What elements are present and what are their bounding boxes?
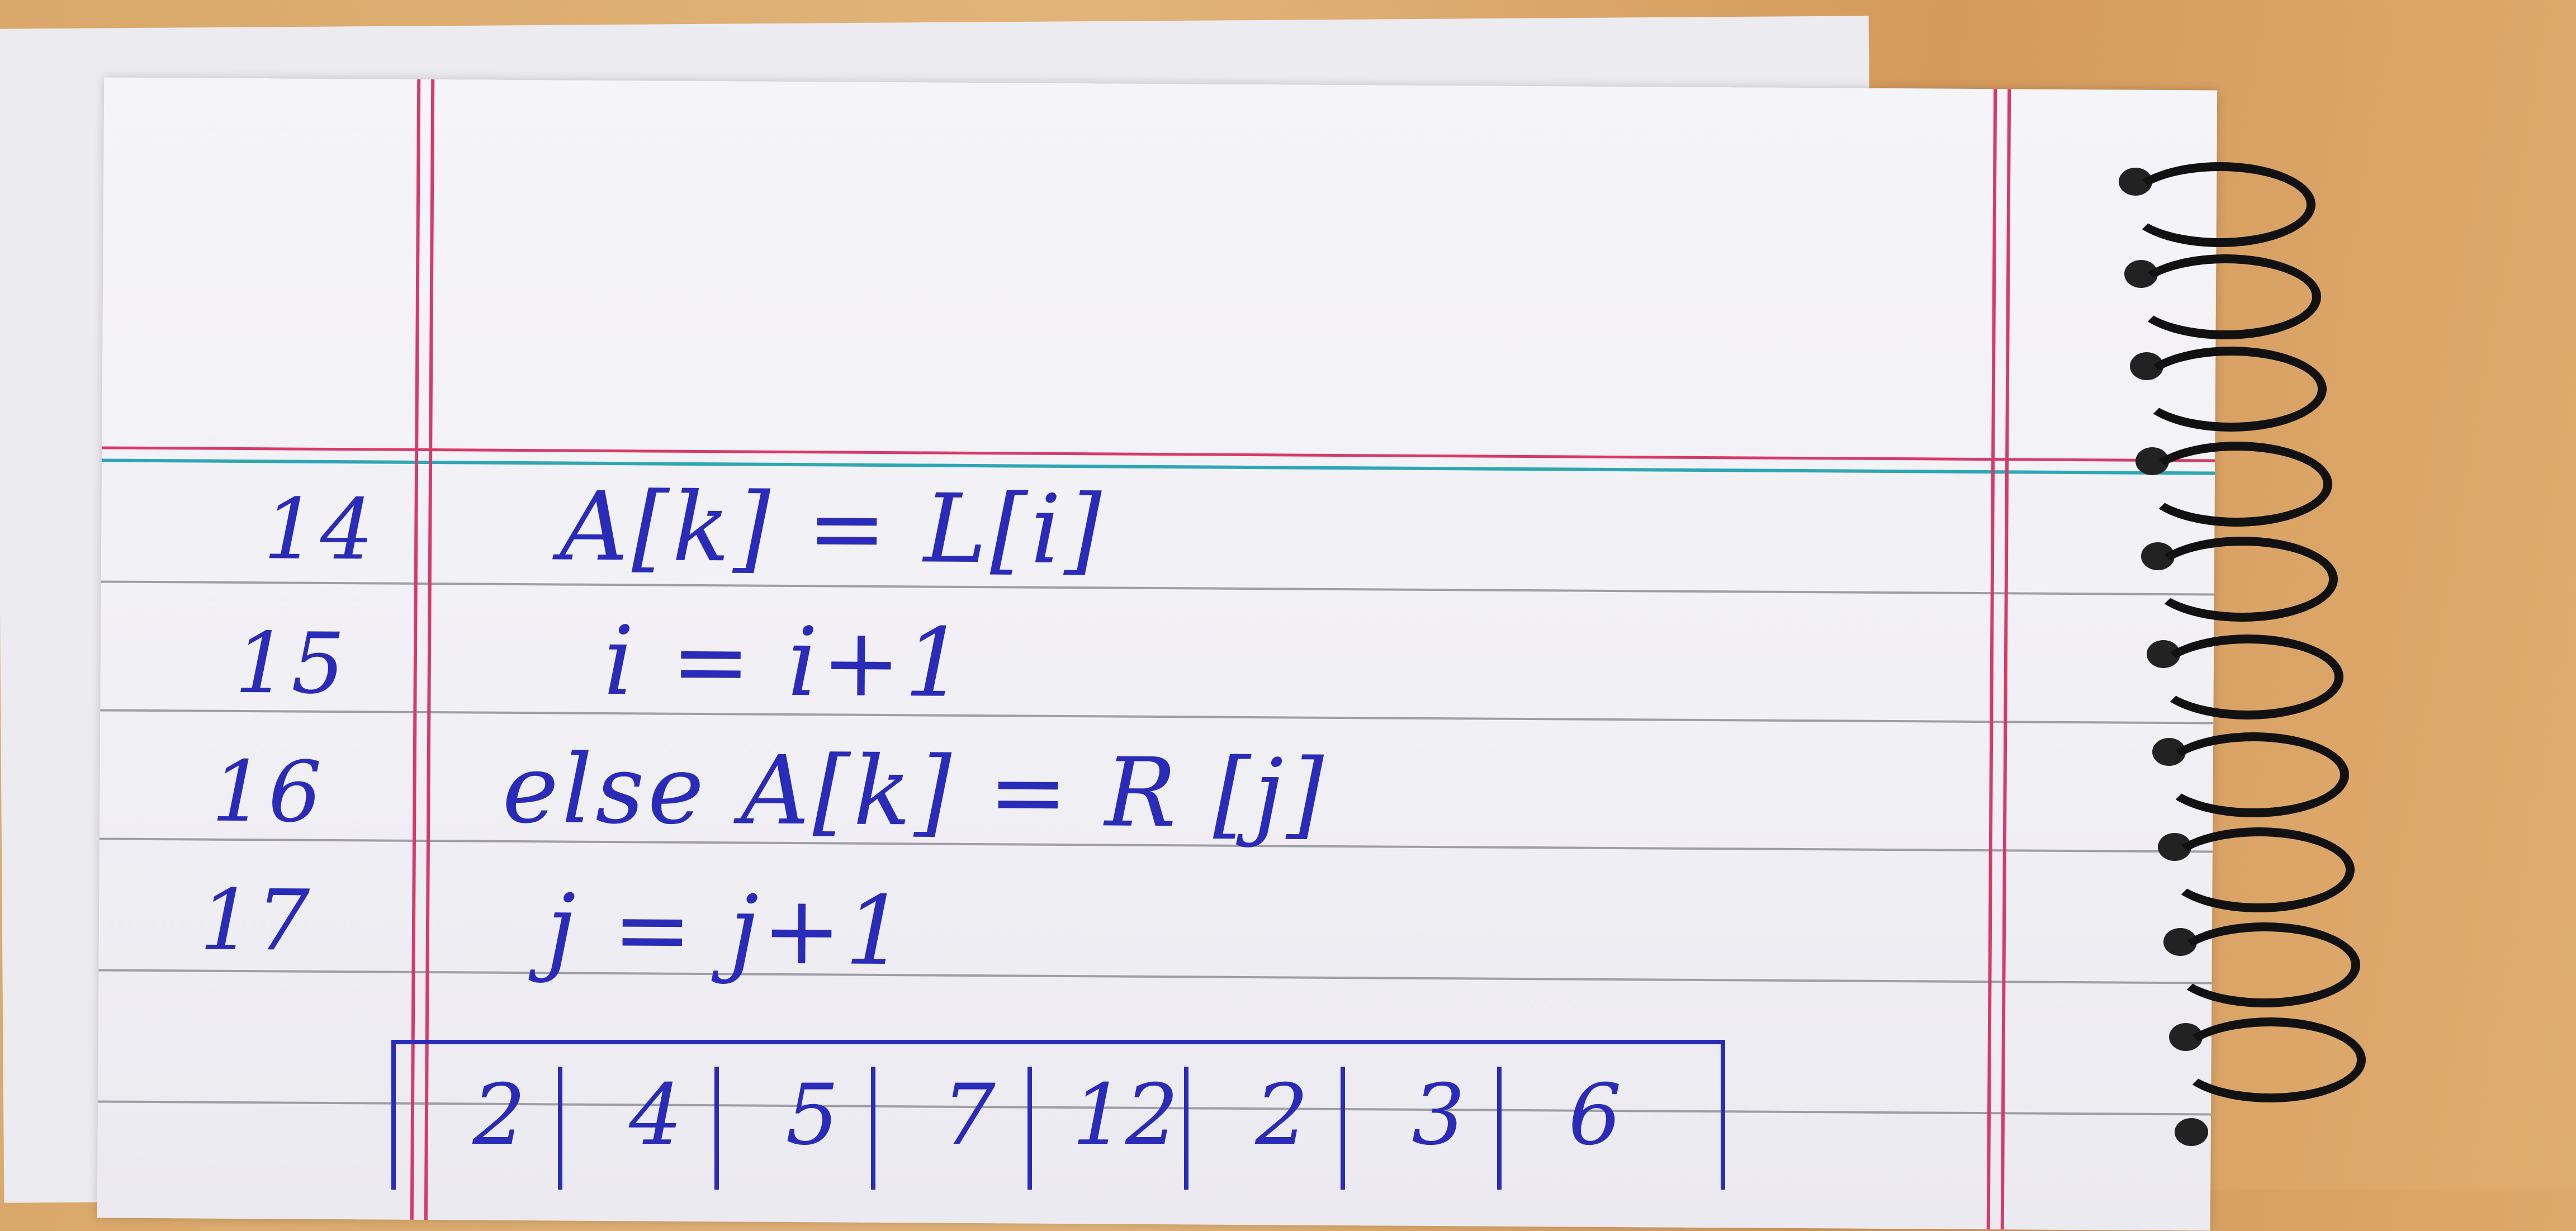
code-line: else A[k] = R [j] (501, 733, 1328, 850)
array-cell: 3 (1380, 1067, 1502, 1190)
header-red-line (102, 446, 2215, 462)
array-cell: 4 (597, 1067, 719, 1190)
code-line: A[k] = L[i] (559, 471, 1105, 586)
line-number: 14 (263, 481, 377, 579)
spiral-coil (2135, 347, 2327, 432)
array-box (391, 1040, 1725, 1190)
line-number: 16 (211, 743, 325, 841)
code-line: j = j+1 (546, 874, 910, 987)
line-number: 17 (199, 872, 314, 970)
code-line: i = i+1 (603, 605, 969, 719)
spiral-coil (2169, 922, 2360, 1007)
ruled-line (98, 969, 2212, 984)
spiral-coil (2152, 635, 2343, 719)
array-cell: 12 (1067, 1067, 1188, 1190)
spiral-coil (2158, 732, 2349, 817)
array-cell: 2 (441, 1067, 562, 1190)
spiral-coil (2163, 827, 2355, 912)
array-cell: 2 (1223, 1067, 1345, 1190)
right-margin-line (2001, 89, 2011, 1229)
binding-hole (2175, 1118, 2208, 1146)
ruled-line (100, 709, 2213, 724)
right-margin-line (1987, 89, 1997, 1229)
array-cell: 5 (754, 1067, 875, 1190)
spiral-coil (2147, 537, 2338, 622)
ruled-line (101, 580, 2214, 595)
spiral-coil (2124, 162, 2315, 247)
spiral-coil (2141, 442, 2332, 527)
array-cell: 7 (910, 1067, 1032, 1190)
spiral-coil (2130, 254, 2321, 339)
spiral-coil (2175, 1017, 2366, 1102)
array-cell: 6 (1568, 1067, 1622, 1164)
header-blue-line (102, 458, 2215, 475)
line-number: 15 (234, 614, 349, 713)
